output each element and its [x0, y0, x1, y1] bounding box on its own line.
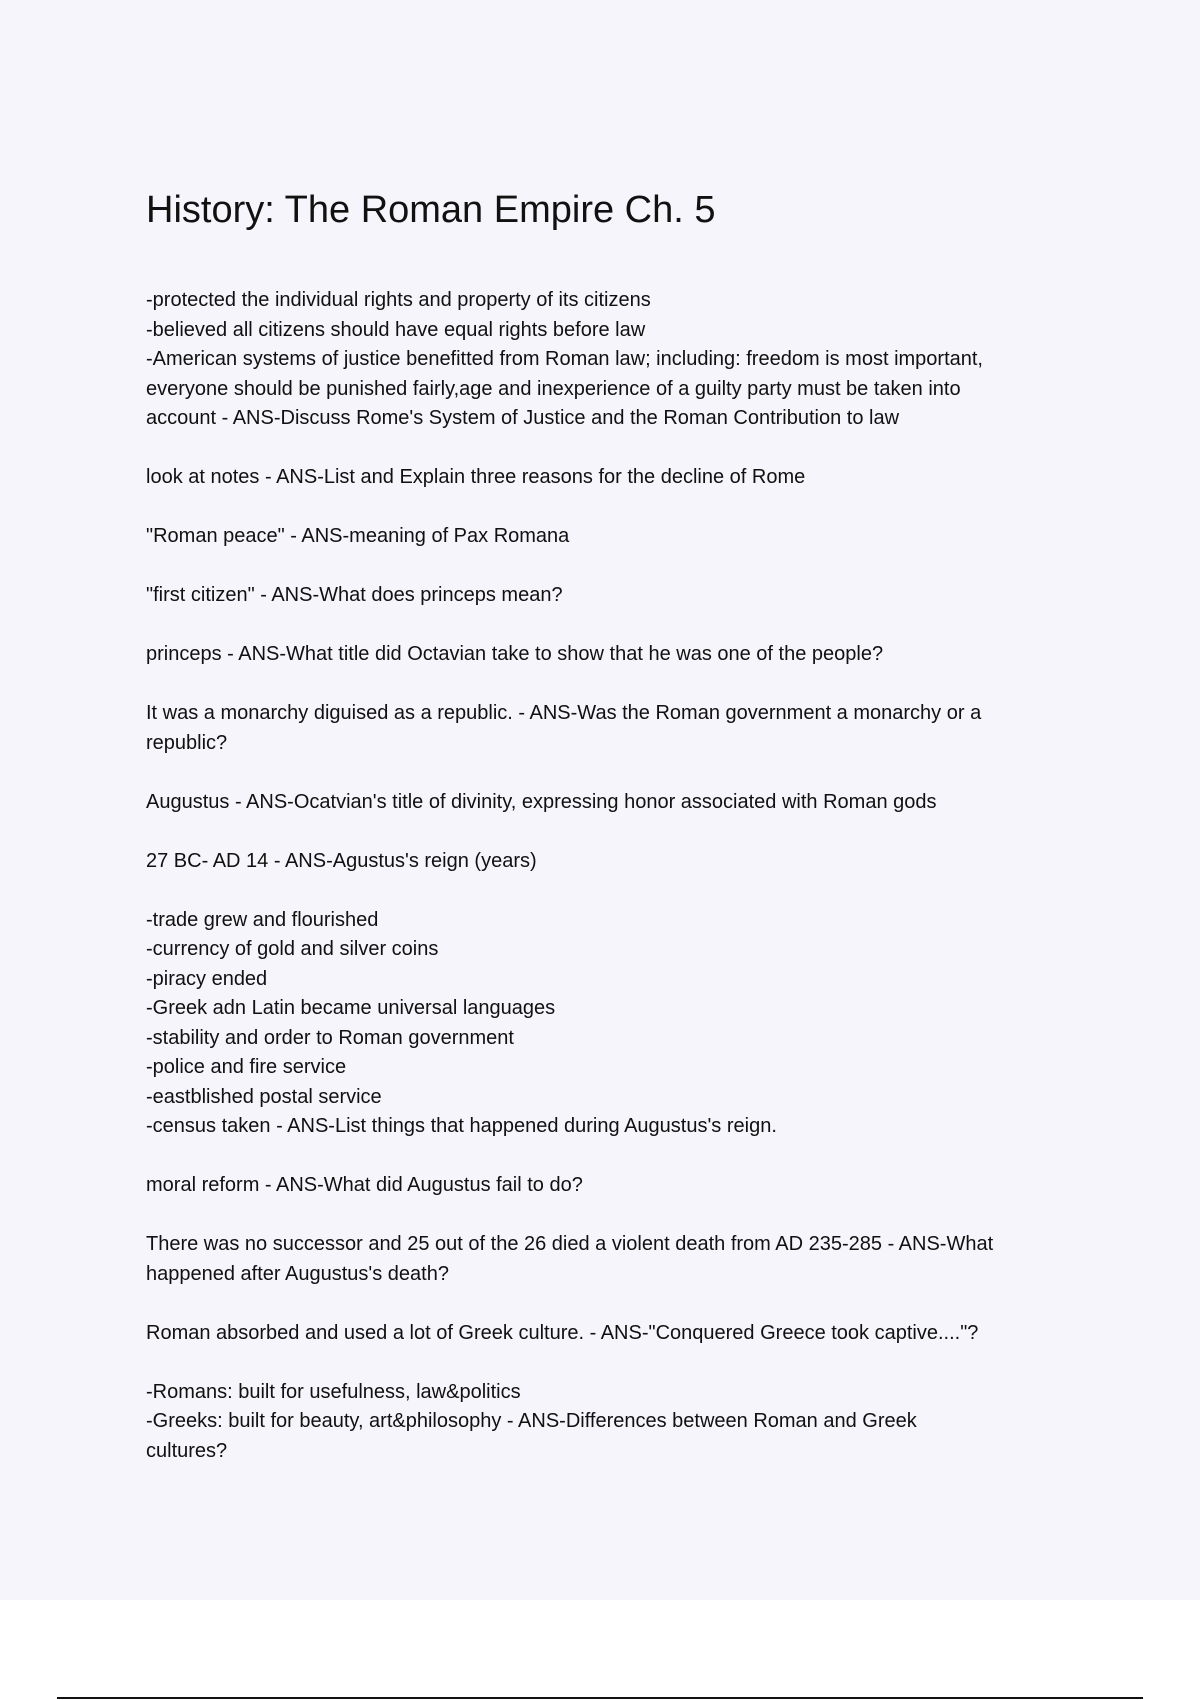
- qa-entry-greece-captive: [146, 1319, 1096, 1349]
- entry-line: Augustus - ANS-Ocatvian's title of divinity, expressing honor associated with Roman gods: [146, 790, 937, 813]
- entry-line: -census taken - ANS-List things that happened during Augustus's reign.: [146, 1115, 777, 1137]
- qa-entry-octavian-title: [146, 640, 1096, 670]
- bottom-divider: [57, 1697, 1143, 1699]
- entry-line: -piracy ended: [146, 967, 268, 990]
- entry-line: cultures?: [146, 1439, 228, 1462]
- qa-entry-princeps-meaning: [146, 581, 1096, 611]
- entry-line: everyone should be punished fairly,age and inexperience of a guilty party must be taken into: [146, 377, 961, 400]
- entry-line: -Romans: built for usefulness, law&politics: [146, 1380, 521, 1403]
- entry-line: 27 BC- AD 14 - ANS-Agustus's reign (years): [146, 849, 537, 872]
- entry-line: account - ANS-Discuss Rome's System of Justice and the Roman Contribution to law: [146, 407, 900, 429]
- qa-entry-justice: [146, 286, 1096, 434]
- qa-entry-reign-events: [146, 906, 1096, 1142]
- qa-entry-government: [146, 699, 1096, 758]
- entry-line: -police and fire service: [146, 1056, 347, 1078]
- entry-line: republic?: [146, 731, 228, 754]
- entry-line: -believed all citizens should have equal rights before law: [146, 318, 646, 341]
- entry-line: Roman absorbed and used a lot of Greek culture. - ANS-"Conquered Greece took captive...."?: [146, 1321, 979, 1344]
- entry-line: -Greek adn Latin became universal languages: [146, 997, 556, 1019]
- qa-entry-decline: [146, 463, 1096, 493]
- page-title: History: The Roman Empire Ch. 5: [146, 189, 716, 231]
- qa-entry-differences: [146, 1378, 1096, 1467]
- entry-line: -eastblished postal service: [146, 1085, 382, 1108]
- entry-line: -trade grew and flourished: [146, 908, 379, 931]
- entry-line: moral reform - ANS-What did Augustus fail to do?: [146, 1174, 583, 1196]
- entry-line: There was no successor and 25 out of the 26 died a violent death from AD 235-285 - ANS-What: [146, 1233, 994, 1255]
- qa-entry-failure: [146, 1171, 1096, 1201]
- entry-line: look at notes - ANS-List and Explain three reasons for the decline of Rome: [146, 466, 806, 488]
- qa-entry-reign-years: [146, 847, 1096, 877]
- document-content: [146, 182, 1096, 1496]
- entry-line: "first citizen" - ANS-What does princeps mean?: [146, 584, 563, 606]
- entry-line: "Roman peace" - ANS-meaning of Pax Romana: [146, 525, 570, 547]
- qa-entry-augustus-title: [146, 788, 1096, 818]
- entry-line: -American systems of justice benefitted from Roman law; including: freedom is most important,: [146, 348, 983, 370]
- entry-line: princeps - ANS-What title did Octavian take to show that he was one of the people?: [146, 643, 884, 665]
- entry-line: -stability and order to Roman government: [146, 1026, 514, 1049]
- entry-line: It was a monarchy diguised as a republic. - ANS-Was the Roman government a monarchy or a: [146, 702, 982, 724]
- entry-line: -currency of gold and silver coins: [146, 938, 439, 960]
- qa-entry-pax-romana: [146, 522, 1096, 552]
- entry-line: happened after Augustus's death?: [146, 1262, 449, 1285]
- entry-line: -Greeks: built for beauty, art&philosophy - ANS-Differences between Roman and Greek: [146, 1410, 917, 1432]
- entry-line: -protected the individual rights and property of its citizens: [146, 289, 651, 311]
- qa-entry-after-death: [146, 1230, 1096, 1289]
